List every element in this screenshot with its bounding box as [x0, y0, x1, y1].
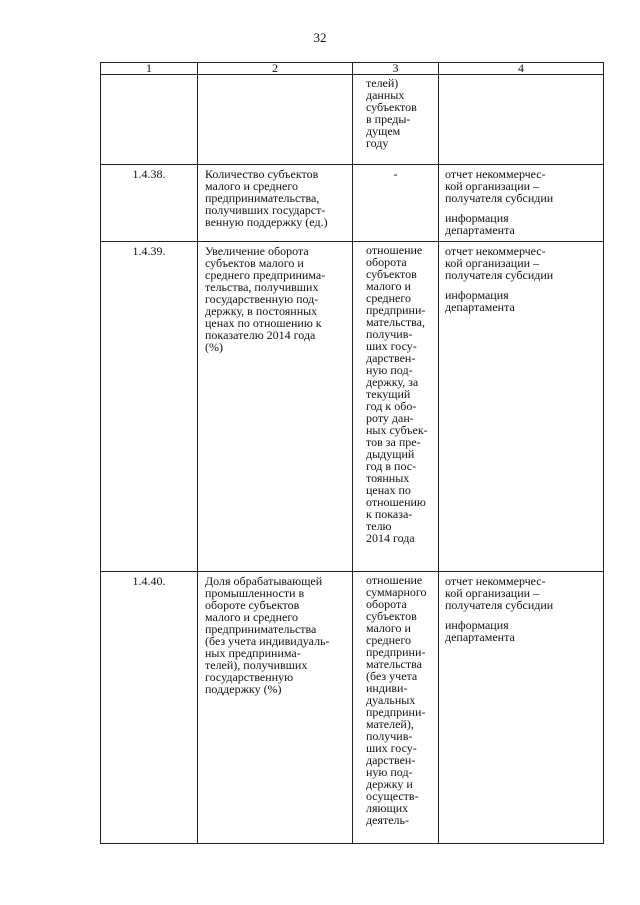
indicator-line: поддержку (%) — [205, 682, 282, 696]
indicator-cell — [198, 75, 353, 165]
sources-line: информация — [445, 211, 509, 225]
sources-line: кой организации – — [445, 586, 540, 600]
indicator-cell — [198, 242, 353, 572]
method-line: текущий — [366, 387, 411, 401]
sources-line: информация — [445, 288, 509, 302]
method-line: ную под- — [366, 765, 413, 779]
indicator-line: держку, в постоянных — [205, 304, 318, 318]
method-line: среднего — [366, 633, 411, 647]
column-header-4: 4 — [439, 63, 604, 75]
method-line: отношение — [366, 243, 423, 257]
indicator-line: показателю 2014 года — [205, 328, 316, 342]
method-line: (без учета — [366, 669, 418, 683]
method-line: среднего — [366, 291, 411, 305]
method-line: предприни- — [366, 303, 426, 317]
method-line: мательства, — [366, 315, 425, 329]
sources-line: кой организации – — [445, 256, 540, 270]
method-line: в преды- — [366, 112, 411, 126]
page-number: 32 — [313, 30, 327, 45]
method-line: отношению — [366, 495, 426, 509]
sources-line: получателя субсидии — [445, 598, 554, 612]
indicator-line: Количество субъектов — [205, 167, 319, 181]
method-cell — [353, 242, 439, 572]
sources-line: отчет некоммерчес- — [445, 574, 546, 588]
sources-line: получателя субсидии — [445, 268, 554, 282]
row-number-cell: 1.4.39. — [101, 242, 198, 572]
table-row — [101, 75, 604, 165]
method-line: ных субъек- — [366, 423, 428, 437]
method-line: индиви- — [366, 681, 408, 695]
method-line: субъектов — [366, 100, 417, 114]
indicator-line: Увеличение оборота — [205, 244, 309, 258]
method-cell: - — [353, 165, 439, 242]
indicator-line: государственную — [205, 670, 294, 684]
sources-line: отчет некоммерчес- — [445, 244, 546, 258]
method-line: телю — [366, 519, 392, 533]
method-line: дыдущий — [366, 447, 415, 461]
sources-line: информация — [445, 618, 509, 632]
method-cell — [353, 75, 439, 165]
sources-cell — [439, 75, 604, 165]
method-cell — [353, 572, 439, 844]
method-line: дарствен- — [366, 351, 416, 365]
indicator-line: (без учета индивидуаль- — [205, 634, 330, 648]
method-line: дущем — [366, 124, 401, 138]
method-line: отношение — [366, 573, 423, 587]
indicator-line: обороте субъектов — [205, 598, 300, 612]
method-line: дуальных — [366, 693, 416, 707]
sources-cell — [439, 572, 604, 844]
table-row — [101, 242, 604, 572]
method-line: оборота — [366, 597, 407, 611]
method-line: мателей), — [366, 717, 414, 731]
sources-line: получателя субсидии — [445, 191, 554, 205]
indicator-cell — [198, 572, 353, 844]
indicator-line: предпринимательства — [205, 622, 317, 636]
method-line: мательства — [366, 657, 422, 671]
indicator-line: получивших государст- — [205, 203, 326, 217]
method-line: год к обо- — [366, 399, 417, 413]
method-line: ших госу- — [366, 339, 417, 353]
indicator-line: государственную под- — [205, 292, 319, 306]
sources-line: департамента — [445, 300, 515, 314]
indicator-line: субъектов малого и — [205, 256, 304, 270]
indicator-line: ценах по отношению к — [205, 316, 322, 330]
method-line: тов за пре- — [366, 435, 421, 449]
method-line: получив- — [366, 729, 413, 743]
method-line: осуществ- — [366, 789, 419, 803]
method-line: малого и — [366, 279, 411, 293]
method-line: держку, за — [366, 375, 419, 389]
method-line: предприни- — [366, 645, 426, 659]
column-header-3: 3 — [353, 63, 439, 75]
method-line: роту дан- — [366, 411, 414, 425]
method-line: суммарного — [366, 585, 427, 599]
indicator-line: среднего предпринима- — [205, 268, 326, 282]
method-line: оборота — [366, 255, 407, 269]
indicator-line: предпринимательства, — [205, 191, 320, 205]
column-header-1: 1 — [101, 63, 198, 75]
indicator-line: малого и среднего — [205, 610, 298, 624]
method-line: малого и — [366, 621, 411, 635]
row-number-cell: 1.4.38. — [101, 165, 198, 242]
document-table — [100, 62, 604, 844]
method-line: ляющих — [366, 801, 409, 815]
sources-line: департамента — [445, 223, 515, 237]
table-row — [101, 165, 604, 242]
row-number-cell — [101, 75, 198, 165]
method-line: субъектов — [366, 267, 417, 281]
method-line: год в пос- — [366, 459, 417, 473]
column-header-2: 2 — [198, 63, 353, 75]
sources-line: департамента — [445, 630, 515, 644]
method-line: ценах по — [366, 483, 411, 497]
indicator-line: промышленности в — [205, 586, 305, 600]
method-line: тоянных — [366, 471, 410, 485]
method-line: держку и — [366, 777, 413, 791]
indicator-line: (%) — [205, 340, 223, 354]
method-line: 2014 года — [366, 531, 415, 545]
method-line: данных — [366, 88, 405, 102]
table-row — [101, 572, 604, 844]
indicator-line: венную поддержку (ед.) — [205, 215, 328, 229]
sources-cell — [439, 165, 604, 242]
method-line: году — [366, 136, 389, 150]
method-line: предприни- — [366, 705, 426, 719]
method-line: ших госу- — [366, 741, 417, 755]
method-line: деятель- — [366, 813, 409, 827]
method-line: субъектов — [366, 609, 417, 623]
method-line: дарствен- — [366, 753, 416, 767]
indicator-cell — [198, 165, 353, 242]
indicator-line: тельства, получивших — [205, 280, 319, 294]
indicator-line: малого и среднего — [205, 179, 298, 193]
row-number-cell: 1.4.40. — [101, 572, 198, 844]
sources-line: отчет некоммерчес- — [445, 167, 546, 181]
indicator-line: ных предпринима- — [205, 646, 301, 660]
indicator-line: телей), получивших — [205, 658, 308, 672]
method-line: ную под- — [366, 363, 413, 377]
method-line: к показа- — [366, 507, 413, 521]
method-line: получив- — [366, 327, 413, 341]
sources-line: кой организации – — [445, 179, 540, 193]
indicator-line: Доля обрабатывающей — [205, 574, 323, 588]
method-line: телей) — [366, 76, 399, 90]
table-header-row — [101, 63, 604, 75]
sources-cell — [439, 242, 604, 572]
